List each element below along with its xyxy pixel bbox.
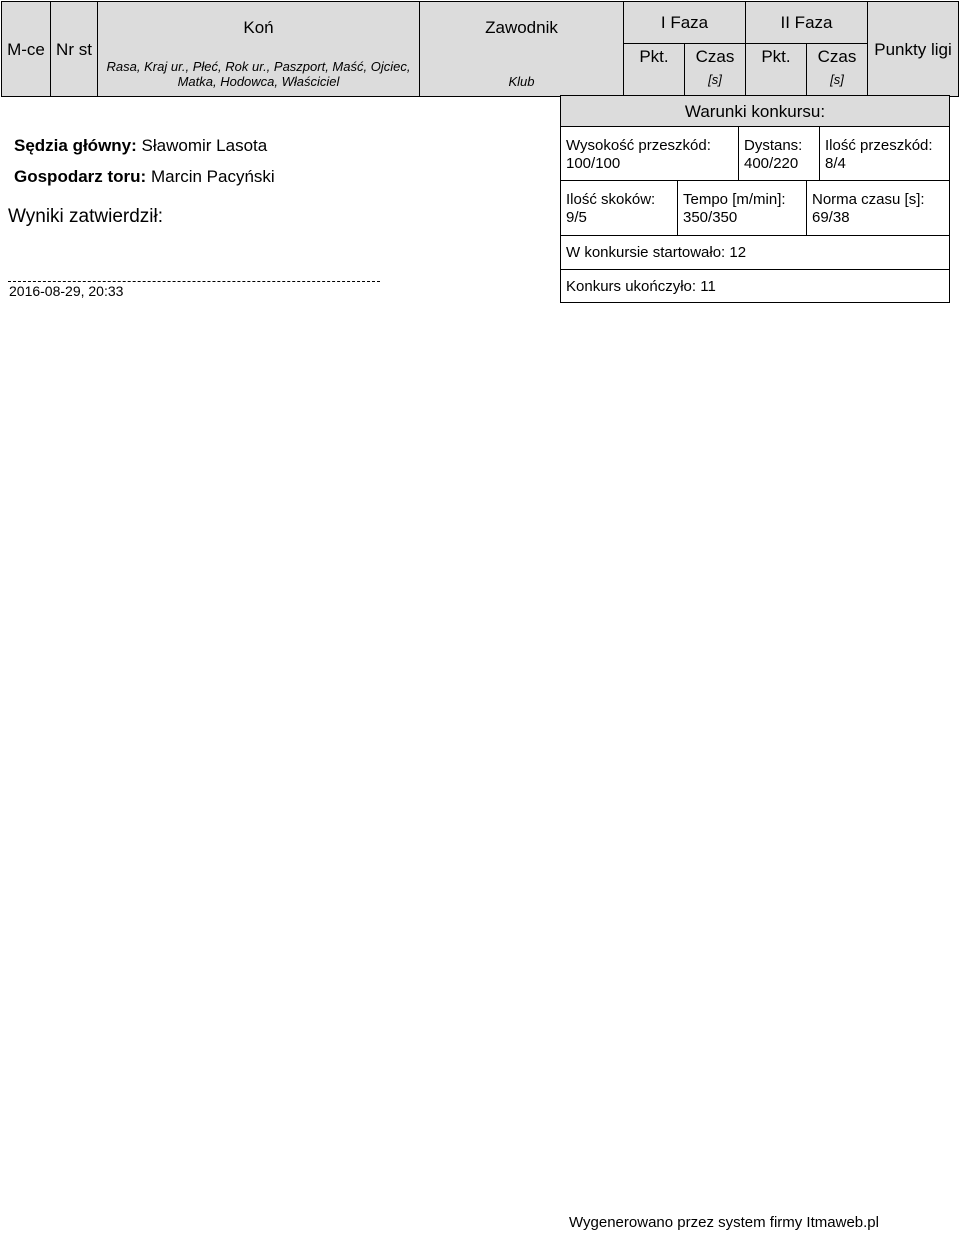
header-rider-label: Zawodnik (485, 18, 558, 37)
chief-judge (14, 136, 267, 156)
obstacle-height-label: Wysokość przeszkód: (566, 137, 711, 154)
tempo-value: 350/350 (683, 209, 738, 226)
header-phase2-points-label: Pkt. (761, 47, 791, 66)
started-count: W konkursie startowało: 12 (566, 244, 747, 261)
obstacle-count-cell (819, 126, 950, 181)
header-horse-cell (97, 1, 420, 97)
header-club-label: Klub (508, 74, 535, 89)
signature-line (8, 281, 380, 282)
header-rider-cell (419, 1, 624, 97)
header-start-no-label: Nr st (56, 40, 92, 59)
time-norm-cell (806, 180, 950, 236)
obstacle-height-value: 100/100 (566, 155, 621, 172)
header-place-label: M-ce (7, 40, 45, 59)
header-phase1-points-cell (623, 43, 685, 97)
finished-count: Konkurs ukończyło: 11 (566, 278, 716, 295)
distance-cell (738, 126, 820, 181)
header-phase2-points-cell (745, 43, 807, 97)
time-norm-label: Norma czasu [s]: (812, 191, 925, 208)
header-place-cell (1, 1, 51, 97)
header-phase1-label: I Faza (660, 13, 709, 32)
header-league-points-label: Punkty ligi (874, 40, 952, 59)
conditions-title-cell (560, 95, 950, 127)
header-phase1-cell (623, 1, 746, 44)
tempo-cell (677, 180, 807, 236)
jump-count-cell (560, 180, 678, 236)
header-phase2-time-unit: [s] (830, 72, 844, 87)
distance-label: Dystans: (744, 137, 803, 154)
started-cell (560, 235, 950, 270)
header-phase1-points-label: Pkt. (639, 47, 669, 66)
obstacle-count-label: Ilość przeszkód: (825, 137, 933, 154)
header-phase1-time-cell (684, 43, 746, 97)
course-host-name: Marcin Pacyński (150, 167, 275, 186)
generated-by-footer: Wygenerowano przez system firmy Itmaweb.pl (569, 1214, 879, 1231)
header-phase2-time-cell (806, 43, 868, 97)
header-phase1-time-label: Czas (695, 47, 735, 66)
results-date: 2016-08-29, 20:33 (9, 283, 124, 299)
chief-judge-name: Sławomir Lasota (141, 136, 268, 155)
header-phase1-time-unit: [s] (708, 72, 722, 87)
header-phase2-cell (745, 1, 868, 44)
header-phase2-time-label: Czas (817, 47, 857, 66)
obstacle-count-value: 8/4 (825, 155, 846, 172)
obstacle-height-cell (560, 126, 739, 181)
conditions-title: Warunki konkursu: (684, 102, 826, 121)
jump-count-value: 9/5 (566, 209, 587, 226)
finished-cell (560, 269, 950, 303)
time-norm-value: 69/38 (812, 209, 850, 226)
course-host-label: Gospodarz toru: (14, 167, 147, 186)
header-league-points-cell (867, 1, 959, 97)
header-phase2-label: II Faza (780, 13, 833, 32)
header-start-no-cell (50, 1, 98, 97)
header-horse-label: Koń (243, 18, 274, 37)
tempo-label: Tempo [m/min]: (683, 191, 786, 208)
chief-judge-label: Sędzia główny: (14, 136, 137, 155)
jump-count-label: Ilość skoków: (566, 191, 656, 208)
course-host (14, 167, 275, 187)
approved-by-label: Wyniki zatwierdził: (8, 206, 164, 227)
header-horse-details-1: Rasa, Kraj ur., Płeć, Rok ur., Paszport, Maść, Ojciec, (106, 59, 411, 74)
header-horse-details-2: Matka, Hodowca, Właściciel (177, 74, 340, 89)
distance-value: 400/220 (744, 155, 799, 172)
